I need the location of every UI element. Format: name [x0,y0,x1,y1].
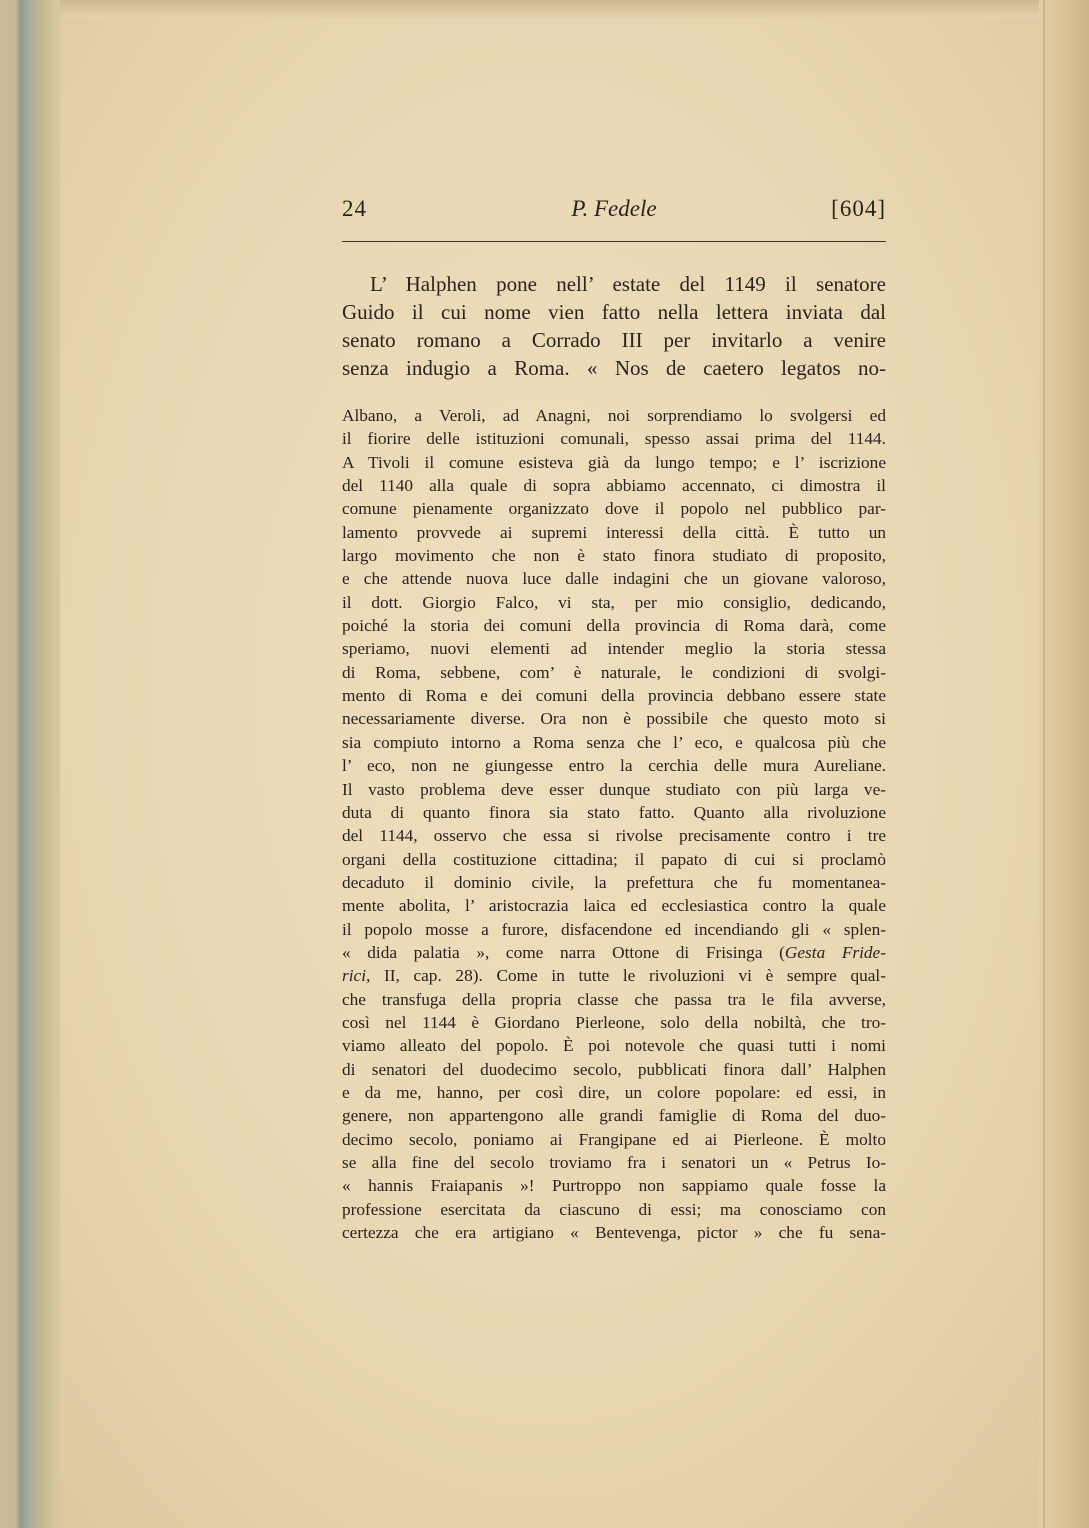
text-line [342,941,886,964]
text-line: e che attende nuova luce dalle indagini che un giovane valoroso, [342,569,886,589]
running-header [342,196,886,230]
text-line: largo movimento che non è stato finora studiato di proposito, [342,546,886,566]
text-line: di senatori del duodecimo secolo, pubblicati finora dall’ Halphen [342,1059,886,1079]
text-line: professione esercitata da ciascuno di essi; ma conosciamo con [342,1199,886,1219]
text-line: decimo secolo, poniamo ai Frangipane ed ai Pierleone. È molto [342,1129,886,1149]
text-line: viamo alleato del popolo. È poi notevole che quasi tutti i nomi [342,1036,886,1056]
text-line: Albano, a Veroli, ad Anagni, noi sorprendiamo lo svolgersi ed [342,406,886,425]
page-top-edge [0,0,1089,18]
text-line: l’ eco, non ne giungesse entro la cerchia delle mura Aureliane. [342,756,886,776]
text-line: se alla fine del secolo troviamo fra i senatori un « Petrus Io- [342,1153,886,1172]
text-line: L’ Halphen pone nell’ estate del 1149 il senatore [370,272,886,296]
text-line: A Tivoli il comune esisteva già da lungo tempo; e l’ iscrizione [342,452,886,472]
text-line [342,964,886,987]
text-line: Guido il cui nome vien fatto nella lettera inviata dal [342,300,886,324]
text-line: mento di Roma e dei comuni della provincia debbano essere state [342,686,886,706]
text-line: necessariamente diverse. Ora non è possibile che questo moto si [342,709,886,729]
page-number: 24 [342,196,367,221]
text-line: Il vasto problema deve esser dunque studiato con più larga ve- [342,779,886,799]
facing-page-edge [1039,0,1089,1528]
text-line: duta di quanto finora sia stato fatto. Quanto alla rivoluzione [342,802,886,822]
text-line: il dott. Giorgio Falco, vi sta, per mio consiglio, dedicando, [342,592,886,612]
text-line: così nel 1144 è Giordano Pierleone, solo della nobiltà, che tro- [342,1012,886,1032]
text-line: del 1140 alla quale di sopra abbiamo accennato, ci dimostra il [342,476,886,496]
small-print-paragraph [342,404,886,1244]
text-line: organi della costituzione cittadina; il papato di cui si proclamò [342,849,886,869]
text-line: e da me, hanno, per così dire, un colore popolare: ed essi, in [342,1082,886,1102]
text-line: che transfuga della propria classe che passa tra le fila avverse, [342,989,886,1009]
text-line: poiché la storia dei comuni della provincia di Roma darà, come [342,616,886,636]
text-line: di Roma, sebbene, com’ è naturale, le condizioni di svolgi- [342,662,886,682]
text-line: il fiorire delle istituzioni comunali, spesso assai prima del 1144. [342,429,886,449]
text-line: genere, non appartengono alle grandi famiglie di Roma del duo- [342,1106,886,1126]
text-line: decaduto il dominio civile, la prefettura che fu momentanea- [342,872,886,892]
text-line: speriamo, nuovi elementi ad intender meglio la storia stessa [342,639,886,659]
text-segment: , II, cap. 28). Come in tutte le rivoluzioni vi è sempre qual- [366,966,886,986]
text-line: lamento provvede ai supremi interessi della città. È tutto un [342,522,886,542]
binding-edge [0,0,60,1528]
text-line: « hannis Fraiapanis »! Purtroppo non sappiamo quale fosse la [342,1176,886,1196]
italic-title: rici [342,966,366,986]
text-line: il popolo mosse a furore, disfacendone ed incendiando gli « splen- [342,919,886,939]
main-paragraph [342,270,886,382]
page-fold [1043,0,1045,1528]
italic-title: Gesta Fride- [784,942,886,962]
text-line: senato romano a Corrado III per invitarlo a venire [342,328,886,352]
text-line: mente abolita, l’ aristocrazia laica ed ecclesiastica contro la quale [342,896,886,916]
text-line: certezza che era artigiano « Bentevenga, pictor » che fu sena- [342,1223,886,1243]
text-line: comune pienamente organizzato dove il popolo nel pubblico par- [342,499,886,519]
header-rule [342,241,886,242]
running-title: P. Fedele [571,196,657,221]
text-line: senza indugio a Roma. « Nos de caetero legatos no- [342,356,886,380]
text-segment: « dida palatia », come narra Ottone di Frisinga ( [342,942,785,962]
text-line: del 1144, osservo che essa si rivolse precisamente contro i tre [342,826,886,846]
original-page-number: [604] [831,196,886,221]
text-line: sia compiuto intorno a Roma senza che l’ eco, e qualcosa più che [342,732,886,752]
